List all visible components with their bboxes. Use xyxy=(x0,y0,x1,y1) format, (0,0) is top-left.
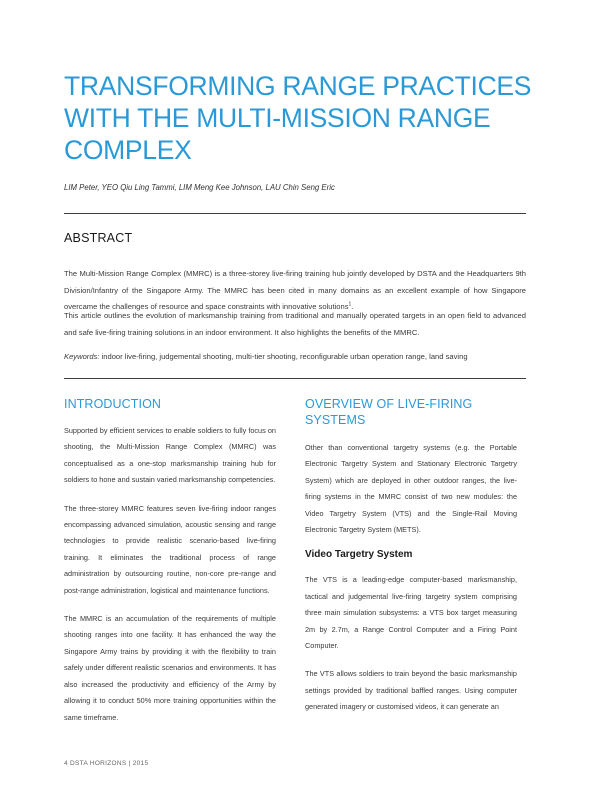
intro-paragraph: Supported by efficient services to enable soldiers to fully focus on shooting, the Multi-Mission Range Complex (MMRC) was conceptualised as a one-stop marksmanship training hub for soldiers to hone and sustain varied marksmanship competencies. xyxy=(64,426,276,485)
abstract-text-end: . xyxy=(351,302,354,311)
article-title: TRANSFORMING RANGE PRACTICES WITH THE MULTI-MISSION RANGE COMPLEX xyxy=(64,71,532,165)
author-list: LIM Peter, YEO Qiu Ling Tammi, LIM Meng Kee Johnson, LAU Chin Seng Eric xyxy=(64,183,335,192)
introduction-heading: INTRODUCTION xyxy=(64,397,162,411)
keywords-list: indoor live-firing, judgemental shooting, multi-tier shooting, reconfigurable urban operation range, land saving xyxy=(99,352,468,361)
intro-paragraph: The three-storey MMRC features seven live-firing indoor ranges encompassing advanced simulation, acoustic sensing and range technologies to provide realistic scenario-based live-firing training. It eliminates the traditional process of range administration by outsourcing routine, non-core pre-range and post-range administration, logistical and maintenance functions. xyxy=(64,503,276,595)
left-column xyxy=(64,396,276,726)
page-footer: 4 DSTA HORIZONS | 2015 xyxy=(64,760,149,767)
overview-paragraph: Other than conventional targetry systems (e.g. the Portable Electronic Targetry System and Stationary Electronic Targetry System) which are deployed in other outdoor ranges, the live-firing systems in the MMRC consist of two new modules: the Video Targetry System (VTS) and the Single-Rail Moving Electronic Targetry System (METS). xyxy=(305,443,517,535)
abstract-text: The Multi-Mission Range Complex (MMRC) is a three-storey live-firing training hub jointly developed by DSTA and the Headquarters 9th Division/Infantry of the Singapore Army. The MMRC has been cited in many domains as an excellent example of how Singapore overcame the challenges of resource and space constraints with innovative solutions xyxy=(64,269,526,311)
vts-paragraph-2: The VTS allows soldiers to train beyond the basic marksmanship settings provided by traditional baffled ranges. Using computer generated imagery or customised videos, it can generate an xyxy=(305,669,517,712)
abstract-paragraph-2: This article outlines the evolution of marksmanship training from traditional and manually operated targets in an open field to advanced and safe live-firing training solutions in an indoor environment. It also highlights the benefits of the MMRC. xyxy=(64,311,526,337)
intro-paragraph: The MMRC is an accumulation of the requirements of multiple shooting ranges into one facility. It has enhanced the way the Singapore Army trains by providing it with the flexibility to train safely under different realistic scenarios and environments. It has also increased the productivity and efficiency of the Army by allowing it to conduct 50% more training opportunities within the same timeframe. xyxy=(64,614,276,722)
abstract-heading: ABSTRACT xyxy=(64,231,133,245)
keywords xyxy=(64,349,526,366)
overview-heading: OVERVIEW OF LIVE-FIRING SYSTEMS xyxy=(305,397,473,427)
keywords-label: Keywords: xyxy=(64,352,100,361)
vts-subheading: Video Targetry System xyxy=(305,549,413,561)
right-column xyxy=(305,396,517,716)
divider xyxy=(64,213,526,214)
footnote-ref: 1 xyxy=(348,301,352,308)
divider xyxy=(64,378,526,379)
vts-paragraph: The VTS is a leading-edge computer-based marksmanship, tactical and judgemental live-firing targetry system comprising three main simulation subsystems: a VTS box target measuring 2m by 2.7m, a Range Control Computer and a Firing Point Computer. xyxy=(305,575,517,651)
